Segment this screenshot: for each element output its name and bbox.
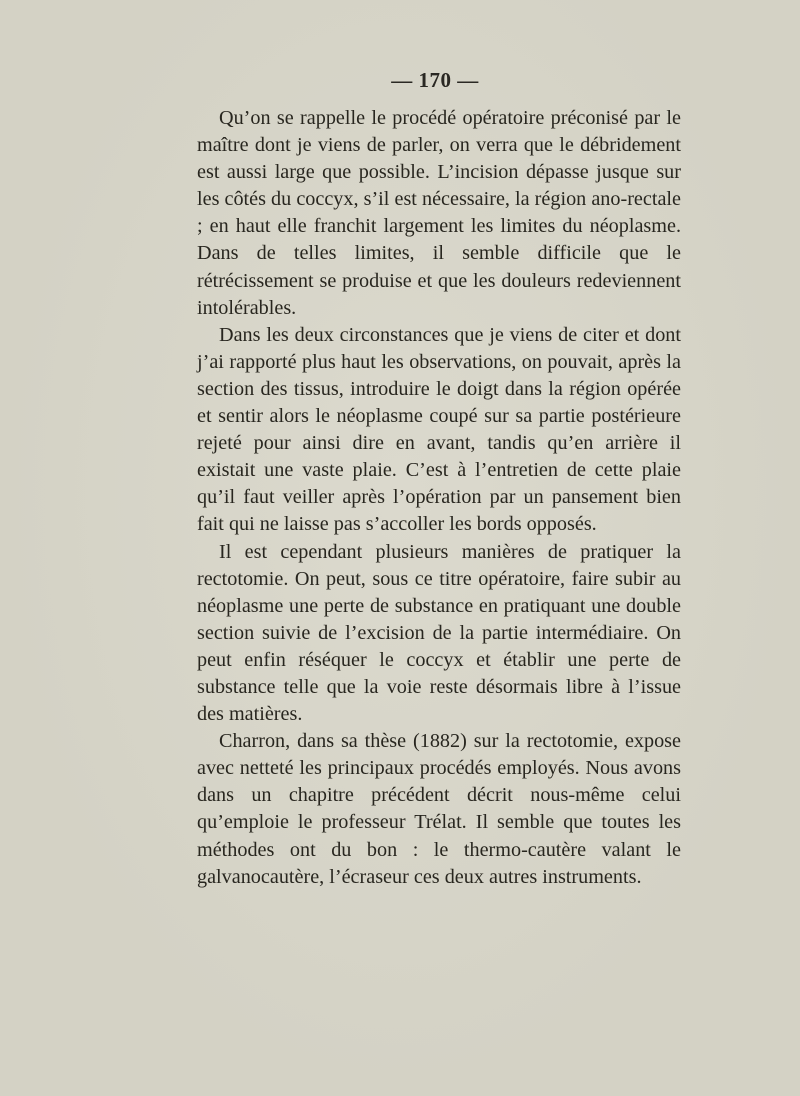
paragraph-4: Charron, dans sa thèse (1882) sur la rectotomie, expose avec netteté les principaux procédés employés. Nous avons dans un chapitre précédent décrit nous-même celui qu’emploie le professeur Trélat. Il semble que toutes les méthodes ont du bon : le thermo-cautère valant le galvanocautère, l’écraseur ces deux autres instruments. — [197, 730, 681, 888]
paragraph-1: Qu’on se rappelle le procédé opératoire préconisé par le maître dont je viens de parler, on verra que le débridement est aussi large que possible. L’incision dépasse jusque sur les côtés du coccyx, s’il est nécessaire, la région ano-rectale ; en haut elle franchit largement les limites du néoplasme. Dans de telles limites, il semble difficile que le rétrécissement se produise et que les douleurs redeviennent intolérables. — [197, 107, 681, 319]
page-body — [197, 105, 681, 891]
paragraph-3: Il est cependant plusieurs manières de pratiquer la rectotomie. On peut, sous ce titre opératoire, faire subir au néoplasme une perte de substance en pratiquant une double section suivie de l’excision de la partie intermédiaire. On peut enfin réséquer le coccyx et établir une perte de substance telle que la voie reste désormais libre à l’issue des matières. — [197, 540, 681, 726]
paragraph-2: Dans les deux circonstances que je viens de citer et dont j’ai rapporté plus haut les observations, on pouvait, après la section des tissus, introduire le doigt dans la région opérée et sentir alors le néoplasme coupé sur sa partie postérieure rejeté pour ainsi dire en avant, tandis qu’en arrière il existait une vaste plaie. C’est à l’entretien de cette plaie qu’il faut veiller après l’opération par un pansement bien fait qui ne laisse pas s’accoller les bords opposés. — [197, 323, 681, 536]
page-number: — 170 — — [391, 68, 479, 92]
